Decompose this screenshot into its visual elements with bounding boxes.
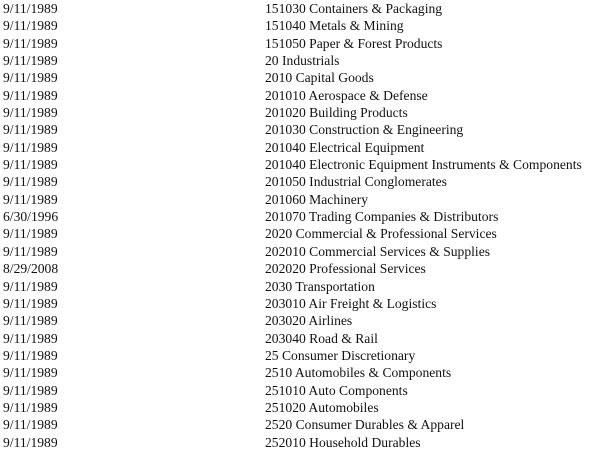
- date-cell: 6/30/1996: [3, 209, 59, 225]
- date-cell: 9/11/1989: [3, 18, 58, 34]
- date-cell: 9/11/1989: [3, 122, 58, 138]
- table-row: [0, 364, 600, 381]
- date-cell: 9/11/1989: [3, 365, 58, 381]
- date-cell: 9/11/1989: [3, 1, 58, 16]
- date-cell: 9/11/1989: [3, 330, 58, 346]
- sector-cell: 201050 Industrial Conglomerates: [265, 174, 447, 190]
- table-row: [0, 139, 600, 156]
- sector-cell: 202020 Professional Services: [265, 261, 426, 277]
- sector-cell: 201070 Trading Companies & Distributors: [265, 209, 499, 225]
- sector-cell: 201040 Electrical Equipment: [265, 139, 425, 155]
- sector-cell: 201010 Aerospace & Defense: [265, 87, 428, 103]
- sector-cell: 201060 Machinery: [265, 191, 369, 207]
- table-row: [0, 434, 600, 451]
- date-cell: 9/11/1989: [3, 139, 58, 155]
- table-row: [0, 347, 600, 364]
- date-cell: 9/11/1989: [3, 243, 58, 259]
- sector-cell: 151050 Paper & Forest Products: [265, 35, 443, 51]
- table-row: [0, 0, 600, 17]
- date-cell: 9/11/1989: [3, 278, 58, 294]
- table-row: [0, 69, 600, 86]
- sector-cell: 20 Industrials: [265, 53, 340, 69]
- sector-cell: 2030 Transportation: [265, 278, 375, 294]
- table-row: [0, 17, 600, 34]
- date-cell: 9/11/1989: [3, 191, 58, 207]
- table-row: [0, 52, 600, 69]
- date-cell: 9/11/1989: [3, 226, 58, 242]
- date-cell: 9/11/1989: [3, 35, 58, 51]
- sector-cell: 203010 Air Freight & Logistics: [265, 295, 437, 311]
- date-cell: 9/11/1989: [3, 417, 58, 433]
- sector-cell: 151030 Containers & Packaging: [265, 1, 443, 16]
- table-row: [0, 295, 600, 312]
- table-row: [0, 278, 600, 295]
- sector-cell: 2010 Capital Goods: [265, 70, 374, 86]
- sector-cell: 201040 Electronic Equipment Instruments & Components: [265, 157, 582, 173]
- sector-cell: 201020 Building Products: [265, 105, 408, 121]
- sector-cell: 251020 Automobiles: [265, 399, 379, 415]
- date-cell: 9/11/1989: [3, 157, 58, 173]
- date-cell: 9/11/1989: [3, 70, 58, 86]
- sector-cell: 2020 Commercial & Professional Services: [265, 226, 497, 242]
- date-cell: 9/11/1989: [3, 399, 58, 415]
- sector-cell: 2520 Consumer Durables & Apparel: [265, 417, 465, 433]
- sector-cell: 252010 Household Durables: [265, 434, 421, 450]
- table-row: [0, 121, 600, 138]
- table-row: [0, 225, 600, 242]
- sector-cell: 203020 Airlines: [265, 313, 353, 329]
- sector-cell: 25 Consumer Discretionary: [265, 347, 416, 363]
- table-row: [0, 191, 600, 208]
- date-cell: 9/11/1989: [3, 295, 58, 311]
- sector-cell: 201030 Construction & Engineering: [265, 122, 464, 138]
- sector-cell: 251010 Auto Components: [265, 382, 408, 398]
- table-row: [0, 35, 600, 52]
- table-row: [0, 208, 600, 225]
- table-row: [0, 312, 600, 329]
- sector-cell: 202010 Commercial Services & Supplies: [265, 243, 491, 259]
- date-cell: 9/11/1989: [3, 434, 58, 450]
- date-cell: 9/11/1989: [3, 347, 58, 363]
- date-cell: 9/11/1989: [3, 87, 58, 103]
- table-row: [0, 104, 600, 121]
- date-cell: 9/11/1989: [3, 382, 58, 398]
- table-row: [0, 416, 600, 433]
- date-cell: 8/29/2008: [3, 261, 59, 277]
- table-row: [0, 156, 600, 173]
- table-row: [0, 260, 600, 277]
- table-row: [0, 243, 600, 260]
- table-row: [0, 87, 600, 104]
- table-row: [0, 173, 600, 190]
- date-cell: 9/11/1989: [3, 313, 58, 329]
- sector-cell: 2510 Automobiles & Components: [265, 365, 452, 381]
- date-cell: 9/11/1989: [3, 53, 58, 69]
- sector-cell: 203040 Road & Rail: [265, 330, 378, 346]
- sector-cell: 151040 Metals & Mining: [265, 18, 404, 34]
- table-row: [0, 382, 600, 399]
- table-row: [0, 399, 600, 416]
- date-cell: 9/11/1989: [3, 174, 58, 190]
- table-row: [0, 330, 600, 347]
- date-cell: 9/11/1989: [3, 105, 58, 121]
